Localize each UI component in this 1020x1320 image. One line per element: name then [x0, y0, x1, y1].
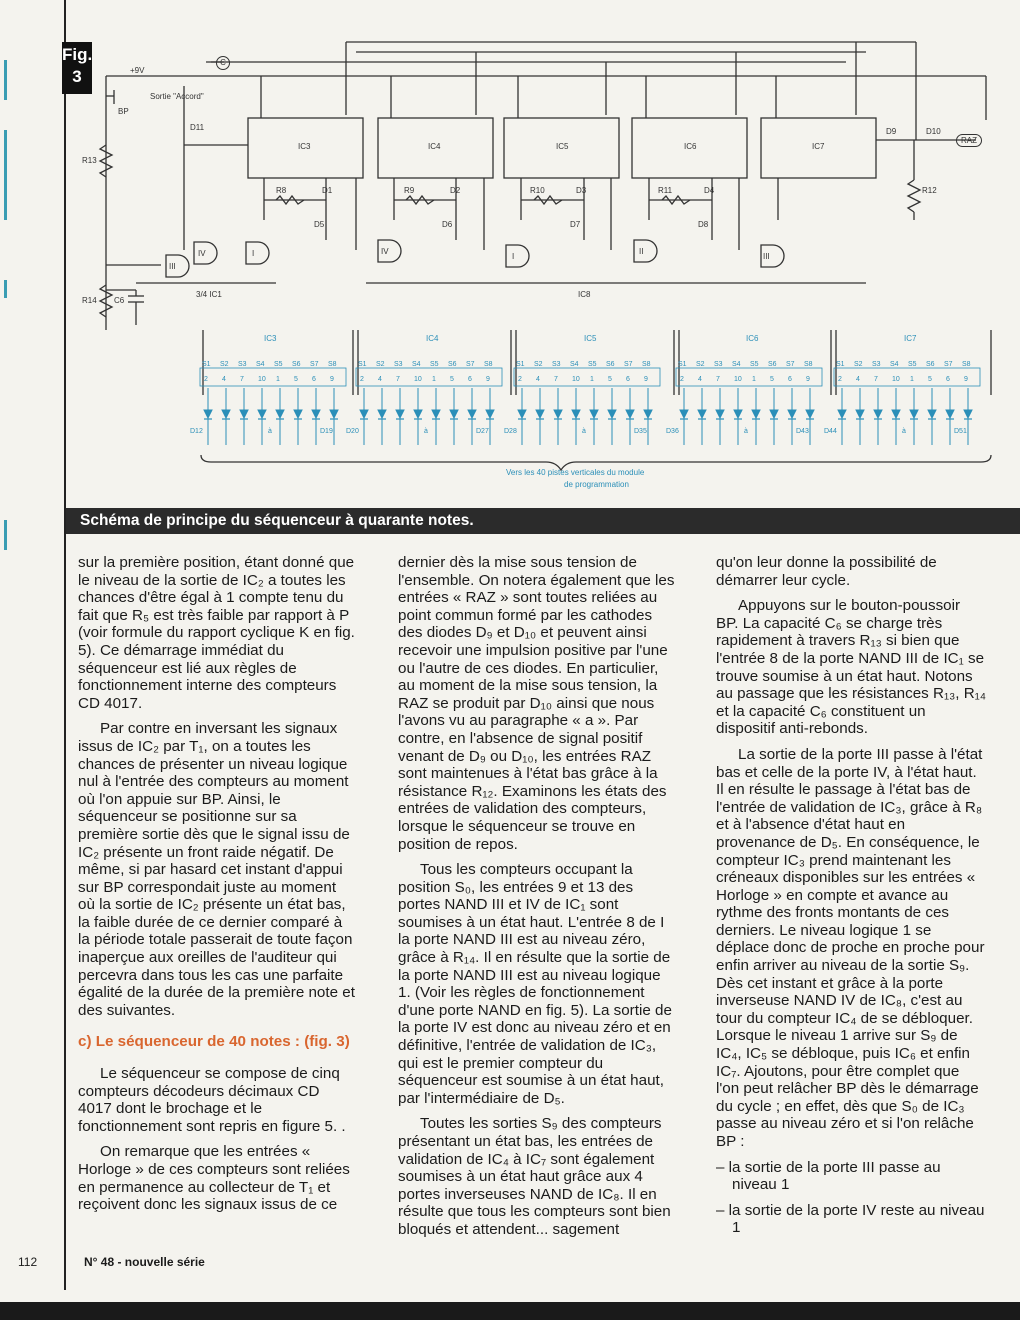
gate-iv-ic8: IV [381, 247, 389, 256]
output-name: S8 [642, 361, 651, 368]
output-name: S3 [238, 361, 247, 368]
bottom-ic3: IC3 [264, 334, 277, 343]
diode-d5: D5 [314, 220, 325, 229]
pin-number: 7 [874, 376, 878, 383]
pin-number: 9 [644, 376, 648, 383]
pin-number: 1 [910, 376, 914, 383]
ic1-label: 3/4 IC1 [196, 290, 222, 299]
chip-ic4: IC4 [428, 142, 441, 151]
pin-number: 7 [716, 376, 720, 383]
pin-number: 6 [468, 376, 472, 383]
figure-label: Fig. 3 [62, 42, 92, 94]
range-start: D44 [824, 428, 837, 435]
pin-number: 2 [204, 376, 208, 383]
section-heading: c) Le séquenceur de 40 notes : (fig. 3) [78, 1033, 350, 1051]
pin-number: 7 [396, 376, 400, 383]
diode-d8: D8 [698, 220, 709, 229]
raz-node-label: RAZ [956, 134, 982, 147]
output-name: S8 [962, 361, 971, 368]
output-name: S1 [516, 361, 525, 368]
diode-d4: D4 [704, 186, 715, 195]
range-start: D20 [346, 428, 359, 435]
pin-number: 9 [486, 376, 490, 383]
resistor-r10: R10 [530, 186, 545, 195]
gate-iii-ic8: III [763, 252, 770, 261]
diode-range-labels [66, 0, 1016, 508]
pin-number: 2 [518, 376, 522, 383]
pin-number: 10 [734, 376, 742, 383]
gate-iv-ic1: IV [198, 249, 206, 258]
d9-label: D9 [886, 127, 897, 136]
output-name: S7 [310, 361, 319, 368]
paragraph: dernier dès la mise sous tension de l'ensemble. On notera également que les entrées « RAZ » sont toutes reliées au point commun formé par les cathodes des diodes D₉ et D₁₀ et peuvent ainsi recevoir une impulsion positive par l'une ou l'autre de ces diodes. En particulier, au moment de la mise sous tension, la RAZ se produit par D₁₀ ainsi que nous l'avons vu au paragraphe « a ». Par contre, en l'absence de signal positif venant de D₉ ou D₁₀, les entrées RAZ sont maintenues à l'état bas grâce à la résistance R₁₂. Examinons les états des entrées de validation des compteurs, lorsque le séquenceur se trouve en position de repos. [398, 554, 675, 853]
pin-number: 5 [770, 376, 774, 383]
output-name: S1 [202, 361, 211, 368]
pin-number: 5 [608, 376, 612, 383]
destination-line2: de programmation [564, 480, 629, 489]
figure-caption: Schéma de principe du séquenceur à quarante notes. [80, 512, 474, 529]
output-name: S7 [786, 361, 795, 368]
paragraph: qu'on leur donne la possibilité de démarrer leur cycle. [716, 554, 937, 589]
range-mid: à [902, 428, 906, 435]
output-name: S6 [768, 361, 777, 368]
output-name: S4 [570, 361, 579, 368]
output-name: S3 [872, 361, 881, 368]
output-name: S6 [292, 361, 301, 368]
output-name: S8 [484, 361, 493, 368]
output-name: S4 [256, 361, 265, 368]
c6-label: C6 [114, 296, 125, 305]
r13-label: R13 [82, 156, 97, 165]
output-name: S6 [606, 361, 615, 368]
bp-label: BP [118, 107, 129, 116]
output-name: S2 [376, 361, 385, 368]
pin-number: 1 [590, 376, 594, 383]
output-name: S3 [394, 361, 403, 368]
paragraph: Toutes les sorties S₉ des compteurs présentant un état bas, les entrées de validation de IC₄ à IC₇ sont également soumises à un état haut grâce aux 4 portes inverseuses NAND de IC₈. Il en résulte que tous les compteurs sont bien bloqués et attendent... sagement [398, 1115, 671, 1238]
diode-d6: D6 [442, 220, 453, 229]
diode-d7: D7 [570, 220, 581, 229]
paragraph: Par contre en inversant les signaux issus de IC₂ par T₁, on a toutes les chances de présenter un niveau logique nul à l'entrée des compteurs au moment où l'on appuie sur BP. Ainsi, le séquenceur se positionne sur sa première sortie dès que le signal issu de IC₂ présente un front raide négatif. De même, si par hasard cet instant d'appui sur BP correspondait juste au moment où la sortie de IC₂ présente un état bas, la faible durée de ce dernier comparé à la période totale passerait de toute façon inaperçue aux oreilles de l'auditeur qui percevra dans tous les cas une parfaite égalité de la durée de la première note et des suivantes. [78, 720, 355, 1019]
pin-number: 10 [572, 376, 580, 383]
d11-label: D11 [190, 123, 205, 132]
pin-number: 2 [680, 376, 684, 383]
gate-iii-ic1: III [169, 262, 176, 271]
supply-label: +9V [130, 66, 145, 75]
pin-number: 7 [554, 376, 558, 383]
pin-number: 10 [892, 376, 900, 383]
pin-number: 5 [450, 376, 454, 383]
range-mid: à [582, 428, 586, 435]
pin-number: 10 [414, 376, 422, 383]
output-name: S7 [624, 361, 633, 368]
pin-number: 6 [788, 376, 792, 383]
output-name: S5 [908, 361, 917, 368]
output-name: S1 [358, 361, 367, 368]
range-end: D43 [796, 428, 809, 435]
range-end: D27 [476, 428, 489, 435]
pin-number: 10 [258, 376, 266, 383]
output-name: S8 [328, 361, 337, 368]
output-name: S3 [552, 361, 561, 368]
text-column-1 [78, 554, 356, 1222]
chip-ic6: IC6 [684, 142, 697, 151]
text-column-3 [716, 554, 986, 1245]
range-mid: à [268, 428, 272, 435]
output-name: S2 [534, 361, 543, 368]
chip-ic5: IC5 [556, 142, 569, 151]
output-name: S2 [220, 361, 229, 368]
chip-ic3: IC3 [298, 142, 311, 151]
pin-number: 9 [330, 376, 334, 383]
output-name: S4 [412, 361, 421, 368]
pin-number: 9 [964, 376, 968, 383]
output-name: S6 [926, 361, 935, 368]
output-name: S7 [944, 361, 953, 368]
range-start: D12 [190, 428, 203, 435]
pin-number: 5 [928, 376, 932, 383]
pin-number: 5 [294, 376, 298, 383]
diode-d3: D3 [576, 186, 587, 195]
resistor-r11: R11 [658, 186, 673, 195]
r12-label: R12 [922, 186, 937, 195]
output-name: S5 [750, 361, 759, 368]
pin-number: 1 [432, 376, 436, 383]
pin-number: 4 [698, 376, 702, 383]
output-name: S5 [274, 361, 283, 368]
chip-ic7: IC7 [812, 142, 825, 151]
ic8-label: IC8 [578, 290, 591, 299]
paragraph: sur la première position, étant donné que le niveau de la sortie de IC₂ a toutes les chances d'être égal à 1 compte tenu du fait que R₅ est très faible par rapport à P (voir formule du rapport cyclique K en fig. 5). Ce démarrage immédiat du séquenceur est lié aux règles de fonctionnement interne des compteurs CD 4017. [78, 554, 355, 712]
output-name: S4 [890, 361, 899, 368]
pin-number: 4 [856, 376, 860, 383]
pin-number: 2 [838, 376, 842, 383]
output-name: S1 [678, 361, 687, 368]
output-name: S3 [714, 361, 723, 368]
list-item: – la sortie de la porte III passe au niveau 1 [716, 1158, 941, 1194]
output-name: S5 [430, 361, 439, 368]
output-name: S7 [466, 361, 475, 368]
list-item: – la sortie de la porte IV reste au niveau 1 [716, 1201, 985, 1237]
range-mid: à [744, 428, 748, 435]
range-start: D28 [504, 428, 517, 435]
text-column-2 [398, 554, 676, 1247]
pin-number: 9 [806, 376, 810, 383]
gate-i-ic8: I [512, 252, 515, 261]
pin-number: 4 [222, 376, 226, 383]
gate-i-ic1: I [252, 249, 255, 258]
destination-line1: Vers les 40 pistes verticales du module [506, 468, 645, 477]
output-label: Sortie "Accord" [150, 92, 204, 101]
gate-ii-ic8: II [639, 247, 644, 256]
paragraph: La sortie de la porte III passe à l'état bas et celle de la porte IV, à l'état haut. Il en résulte le passage à l'état bas de l'entrée de validation de IC₃, grâce à R₈ et à l'absence d'état haut en provenance de D₅. En conséquence, le compteur IC₃ prend maintenant les créneaux disponibles sur les entrées « Horloge » en compte et avance au rythme des fronts montants de ces derniers. Le niveau logique 1 se déplace donc de proche en proche pour enfin arriver au niveau de la sortie S₉. Dès cet instant et grâce à la porte inverseuse NAND IV de IC₈, c'est au tour du compteur IC₄ de se débloquer. Lorsque le niveau 1 arrive sur S₉ de IC₄, IC₅ se débloque, puis IC₆ et enfin IC₇. Ajoutons, pour être complet que l'on peut relâcher BP dès le démarrage du cycle ; en effet, dès que S₀ de IC₃ passe au niveau zéro et si l'on relâche BP : [716, 745, 985, 1150]
pin-number: 4 [378, 376, 382, 383]
paragraph: On remarque que les entrées « Horloge » de ces compteurs sont reliées en permanence au collecteur de T₁ et reçoivent donc les signaux issus de ce [78, 1143, 350, 1214]
output-name: S2 [854, 361, 863, 368]
output-name: S4 [732, 361, 741, 368]
bottom-ic4: IC4 [426, 334, 439, 343]
range-end: D35 [634, 428, 647, 435]
pin-number: 1 [276, 376, 280, 383]
output-name: S5 [588, 361, 597, 368]
pin-number: 6 [312, 376, 316, 383]
scan-shadow [0, 1302, 1020, 1320]
pin-number: 1 [752, 376, 756, 383]
paragraph: Tous les compteurs occupant la position S₀, les entrées 9 et 13 des portes NAND III et IV de IC₁ sont soumises à un état haut. L'entrée 8 de I la porte NAND III est au niveau zéro, grâce à R₁₄. Il en résulte que la sortie de la porte NAND III est au niveau logique 1. (Voir les règles de fonctionnement d'une porte NAND en fig. 5). La sortie de la porte IV est donc au niveau zéro et en définitive, l'entrée de validation de IC₃, qui est le premier compteur du séquenceur est soumise à un état haut, par l'intermédiaire de D₅. [398, 861, 672, 1107]
paragraph: Appuyons sur le bouton-poussoir BP. La capacité C₆ se charge très rapidement à travers R₁₃ si bien que l'entrée 8 de la porte NAND III de IC₁ se trouve soumise à un état haut. Notons au passage que les résistances R₁₃, R₁₄ et la capacité C₆ constituent un dispositif anti-rebonds. [716, 597, 986, 738]
pin-number: 4 [536, 376, 540, 383]
output-name: S1 [836, 361, 845, 368]
range-end: D51 [954, 428, 967, 435]
pin-number: 6 [626, 376, 630, 383]
output-name: S2 [696, 361, 705, 368]
issue-label: N° 48 - nouvelle série [84, 1255, 205, 1269]
range-start: D36 [666, 428, 679, 435]
clock-node-label: C [216, 56, 230, 70]
pin-number: 6 [946, 376, 950, 383]
output-name: S6 [448, 361, 457, 368]
range-end: D19 [320, 428, 333, 435]
pin-number: 7 [240, 376, 244, 383]
resistor-r9: R9 [404, 186, 415, 195]
d10-label: D10 [926, 127, 941, 136]
page-number: 112 [18, 1255, 38, 1269]
paragraph: Le séquenceur se compose de cinq compteurs décodeurs décimaux CD 4017 dont le brochage et le fonctionnement sont repris en figure 5. . [78, 1065, 346, 1135]
diode-d2: D2 [450, 186, 461, 195]
pin-number: 2 [360, 376, 364, 383]
output-name: S8 [804, 361, 813, 368]
bottom-ic7: IC7 [904, 334, 917, 343]
bottom-ic5: IC5 [584, 334, 597, 343]
diode-d1: D1 [322, 186, 333, 195]
figure-caption-bar [66, 508, 1020, 534]
r14-label: R14 [82, 296, 97, 305]
bottom-ic6: IC6 [746, 334, 759, 343]
resistor-r8: R8 [276, 186, 287, 195]
range-mid: à [424, 428, 428, 435]
